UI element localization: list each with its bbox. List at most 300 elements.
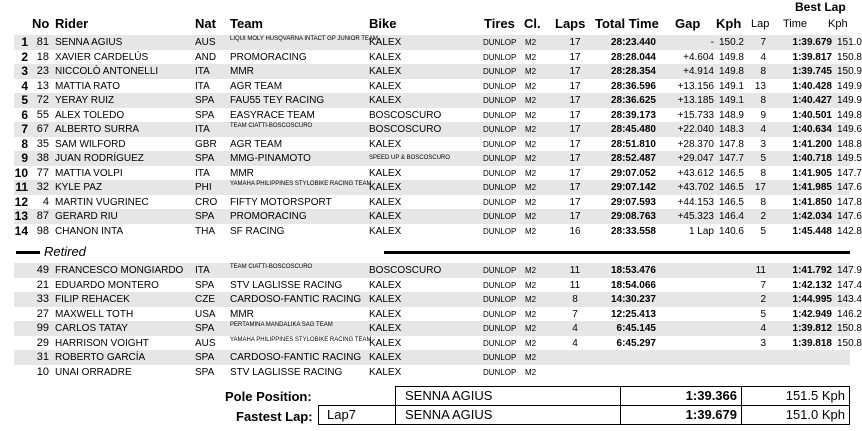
best-lap-kph-cell: 142.8: [836, 225, 862, 237]
gap-cell: +4.604: [683, 51, 714, 63]
nationality-cell: CZE: [195, 294, 215, 305]
kph-cell: 149.1: [718, 80, 744, 92]
table-row: [14, 263, 862, 278]
best-lap-number-cell: 3: [760, 337, 766, 349]
rider-name-cell: HARRISON VOIGHT: [55, 337, 149, 349]
laps-cell: 17: [569, 80, 581, 92]
best-lap-time-cell: 1:44.995: [792, 294, 832, 305]
team-cell: YAMAHA PHILIPPINES STYLOBIKE RACING TEAM: [230, 336, 372, 343]
kph-cell: 146.5: [718, 167, 744, 179]
best-lap-time-cell: 1:45.448: [792, 225, 832, 237]
bike-cell: BOSCOSCURO: [369, 124, 442, 135]
class-cell: M2: [525, 154, 537, 163]
table-row: [14, 78, 862, 94]
bike-cell: KALEX: [369, 95, 402, 106]
table-row: [14, 93, 862, 108]
position-cell: 7: [21, 122, 28, 136]
rider-number-cell: 99: [36, 322, 49, 334]
table-row: [14, 350, 850, 365]
rider-name-cell: UNAI ORRADRE: [55, 366, 132, 378]
best-lap-number-cell: 2: [760, 211, 766, 222]
best-lap-kph-cell: 147.9: [836, 265, 862, 276]
position-cell: 8: [21, 136, 28, 151]
rider-name-cell: YERAY RUIZ: [55, 95, 115, 106]
retired-separator: [384, 251, 850, 254]
best-lap-number-cell: 3: [760, 138, 766, 150]
bike-cell: KALEX: [369, 225, 402, 237]
col-kph-header: Kph: [716, 16, 742, 31]
laps-cell: 17: [569, 95, 581, 106]
laps-cell: 17: [569, 66, 581, 77]
rider-name-cell: MATTIA VOLPI: [55, 167, 123, 179]
tires-cell: DUNLOP: [483, 139, 517, 149]
tires-cell: DUNLOP: [483, 81, 517, 91]
best-lap-time-cell: 1:41.792: [792, 265, 832, 276]
kph-cell: 148.3: [718, 124, 744, 135]
best-lap-kph-cell: 147.6: [836, 182, 862, 193]
class-cell: M2: [525, 38, 537, 47]
table-row: [14, 64, 862, 79]
total-time-cell: 6:45.145: [616, 323, 656, 334]
total-time-cell: 29:07.593: [610, 196, 656, 208]
best-lap-time-cell: 1:41.905: [792, 167, 832, 179]
team-cell: TEAM CIATTI-BOSCOSCURO: [230, 123, 313, 129]
nationality-cell: SPA: [195, 279, 215, 291]
table-row: [14, 278, 862, 293]
laps-cell: 11: [569, 265, 581, 276]
class-cell: M2: [525, 266, 537, 275]
best-lap-kph-cell: 150.8: [836, 337, 862, 349]
best-lap-number-cell: 8: [760, 196, 766, 208]
rider-number-cell: 18: [36, 50, 49, 63]
nationality-cell: PHI: [195, 182, 212, 193]
best-lap-time-cell: 1:39.745: [792, 66, 832, 77]
pole-position-label: Pole Position:: [225, 389, 312, 404]
total-time-cell: 28:33.558: [610, 225, 656, 237]
bike-cell: SPEED UP & BOSCOSCURO: [369, 155, 450, 161]
team-cell: MMR: [230, 66, 254, 77]
bike-cell: KALEX: [369, 294, 402, 305]
kph-cell: 147.8: [718, 138, 744, 150]
laps-cell: 17: [569, 109, 581, 121]
nationality-cell: SPA: [195, 109, 215, 121]
rider-number-cell: 29: [36, 336, 49, 349]
rider-name-cell: SENNA AGIUS: [55, 37, 123, 48]
gap-cell: +22.040: [677, 124, 714, 135]
retired-dash: [16, 251, 40, 254]
total-time-cell: 28:36.625: [610, 95, 656, 106]
tires-cell: DUNLOP: [483, 353, 517, 362]
best-lap-kph-cell: 147.8: [836, 196, 862, 208]
rider-number-cell: 4: [42, 195, 49, 208]
best-lap-kph-cell: 149.9: [836, 80, 862, 92]
best-lap-kph-cell: 150.8: [836, 323, 862, 334]
nationality-cell: SPA: [195, 323, 215, 334]
class-cell: M2: [525, 367, 537, 377]
total-time-cell: 18:53.476: [610, 265, 656, 276]
team-cell: MMR: [230, 167, 254, 179]
col-total-time-header: Total Time: [595, 16, 659, 31]
bike-cell: KALEX: [369, 66, 402, 77]
best-lap-time-cell: 1:42.132: [792, 279, 832, 291]
total-time-cell: 28:28.354: [610, 66, 656, 77]
tires-cell: DUNLOP: [483, 67, 517, 76]
kph-cell: 150.2: [718, 37, 744, 48]
nationality-cell: GBR: [195, 138, 217, 150]
rider-number-cell: 13: [36, 79, 49, 92]
tires-cell: DUNLOP: [483, 367, 517, 377]
class-cell: M2: [525, 295, 537, 304]
best-lap-kph-cell: 149.6: [836, 124, 862, 135]
tires-cell: DUNLOP: [483, 110, 517, 120]
class-cell: M2: [525, 280, 537, 290]
laps-cell: 17: [569, 153, 581, 164]
bike-cell: KALEX: [369, 279, 402, 291]
bike-cell: KALEX: [369, 182, 402, 193]
kph-cell: 147.7: [718, 153, 744, 164]
best-lap-kph-cell: 146.2: [836, 308, 862, 320]
bike-cell: KALEX: [369, 80, 402, 92]
best-lap-time-cell: 1:41.200: [792, 138, 832, 150]
nationality-cell: ITA: [195, 167, 210, 179]
best-lap-time-cell: 1:39.679: [792, 37, 832, 48]
best-lap-time-cell: 1:41.985: [792, 182, 832, 193]
kph-cell: 146.4: [718, 211, 744, 222]
best-lap-kph-cell: 150.8: [836, 51, 862, 63]
bike-cell: KALEX: [369, 51, 402, 63]
kph-cell: 146.5: [718, 196, 744, 208]
team-cell: CARDOSO-FANTIC RACING: [230, 294, 362, 305]
laps-cell: 11: [569, 279, 581, 291]
best-lap-time-cell: 1:42.949: [792, 308, 832, 320]
table-row: [14, 122, 862, 137]
class-cell: M2: [525, 110, 537, 120]
total-time-cell: 12:25.413: [610, 308, 656, 320]
col-best-kph-header: Kph: [828, 18, 848, 30]
nationality-cell: SPA: [195, 95, 215, 106]
bike-cell: KALEX: [369, 366, 402, 378]
tires-cell: DUNLOP: [483, 212, 517, 221]
best-lap-number-cell: 5: [760, 308, 766, 320]
tires-cell: DUNLOP: [483, 38, 517, 47]
best-lap-kph-cell: 143.4: [836, 294, 862, 305]
table-row: [14, 49, 862, 65]
rider-name-cell: MARTIN VUGRINEC: [55, 196, 149, 208]
nationality-cell: THA: [195, 225, 215, 237]
nationality-cell: SPA: [195, 153, 215, 164]
laps-cell: 17: [569, 182, 581, 193]
col-tires-header: Tires: [484, 16, 515, 31]
pole-kph: 151.5 Kph: [741, 386, 850, 406]
tires-cell: DUNLOP: [483, 183, 517, 192]
table-row: [14, 321, 862, 336]
rider-name-cell: NICCOLÒ ANTONELLI: [55, 66, 159, 77]
best-lap-time-cell: 1:39.818: [792, 337, 832, 349]
team-cell: EASYRACE TEAM: [230, 109, 315, 121]
rider-number-cell: 10: [36, 365, 49, 378]
rider-number-cell: 23: [36, 65, 49, 77]
retired-label: Retired: [44, 244, 86, 259]
best-lap-kph-cell: 149.5: [836, 153, 862, 164]
tires-cell: DUNLOP: [483, 324, 517, 333]
gap-cell: +44.153: [677, 196, 714, 208]
tires-cell: DUNLOP: [483, 338, 517, 348]
position-cell: 1: [21, 35, 28, 49]
position-cell: 5: [21, 93, 28, 107]
kph-cell: 140.6: [718, 225, 744, 237]
total-time-cell: 28:52.487: [610, 153, 656, 164]
best-lap-kph-cell: 147.6: [836, 211, 862, 222]
col-rider-header: Rider: [55, 16, 89, 31]
kph-cell: 149.1: [718, 95, 744, 106]
team-cell: AGR TEAM: [230, 138, 283, 150]
table-row: [14, 180, 862, 195]
team-cell: PROMORACING: [230, 51, 307, 63]
rider-name-cell: JUAN RODRÍGUEZ: [55, 153, 144, 164]
total-time-cell: 28:51.810: [610, 138, 656, 150]
total-time-cell: 28:23.440: [610, 37, 656, 48]
nationality-cell: AND: [195, 51, 217, 63]
nationality-cell: ITA: [195, 66, 210, 77]
fastest-time: 1:39.679: [620, 405, 742, 425]
nationality-cell: SPA: [195, 352, 215, 363]
class-cell: M2: [525, 324, 537, 333]
tires-cell: DUNLOP: [483, 295, 517, 304]
class-cell: M2: [525, 139, 537, 149]
rider-name-cell: ALBERTO SURRA: [55, 124, 140, 135]
best-lap-time-cell: 1:39.817: [792, 51, 832, 63]
team-cell: AGR TEAM: [230, 80, 283, 92]
rider-name-cell: ROBERTO GARCÍA: [55, 352, 146, 363]
best-lap-time-cell: 1:41.850: [792, 196, 832, 208]
gap-cell: +45.323: [677, 211, 714, 222]
tires-cell: DUNLOP: [483, 96, 517, 105]
position-cell: 10: [14, 165, 28, 180]
best-lap-kph-cell: 147.7: [836, 167, 862, 179]
tires-cell: DUNLOP: [483, 280, 517, 290]
total-time-cell: 29:07.052: [610, 167, 656, 179]
best-lap-kph-cell: 149.8: [836, 109, 862, 121]
class-cell: M2: [525, 212, 537, 221]
best-lap-time-cell: 1:39.812: [792, 323, 832, 334]
best-lap-time-cell: 1:40.428: [792, 80, 832, 92]
pole-time: 1:39.366: [620, 386, 742, 406]
tires-cell: DUNLOP: [483, 168, 517, 178]
rider-name-cell: FILIP REHACEK: [55, 294, 130, 305]
rider-name-cell: GERARD RIU: [55, 211, 118, 222]
rider-number-cell: 87: [36, 210, 49, 222]
table-row: [14, 307, 862, 322]
table-row: [14, 336, 862, 351]
team-cell: STV LAGLISSE RACING: [230, 279, 343, 291]
rider-name-cell: XAVIER CARDELÚS: [55, 51, 149, 63]
rider-number-cell: 31: [36, 351, 49, 363]
table-row: [14, 223, 862, 239]
laps-cell: 4: [572, 323, 578, 334]
total-time-cell: 14:30.237: [610, 294, 656, 305]
class-cell: M2: [525, 197, 537, 207]
position-cell: 12: [14, 194, 28, 209]
position-cell: 6: [21, 107, 28, 122]
rider-number-cell: 67: [36, 123, 49, 135]
total-time-cell: 18:54.066: [610, 279, 656, 291]
tires-cell: DUNLOP: [483, 309, 517, 319]
laps-cell: 17: [569, 51, 581, 63]
kph-cell: 149.8: [718, 66, 744, 77]
rider-number-cell: 55: [36, 108, 49, 121]
total-time-cell: 29:08.763: [610, 211, 656, 222]
table-row: [14, 136, 862, 152]
bike-cell: KALEX: [369, 308, 402, 320]
nationality-cell: USA: [195, 308, 216, 320]
best-lap-number-cell: 17: [754, 182, 766, 193]
laps-cell: 17: [569, 138, 581, 150]
rider-number-cell: 35: [36, 137, 49, 150]
col-nat-header: Nat: [195, 16, 216, 31]
rider-number-cell: 77: [36, 166, 49, 179]
team-cell: SF RACING: [230, 225, 285, 237]
col-gap-header: Gap: [675, 16, 701, 31]
rider-number-cell: 21: [36, 278, 49, 291]
class-cell: M2: [525, 125, 537, 134]
best-lap-number-cell: 8: [760, 66, 766, 77]
total-time-cell: 28:28.044: [610, 51, 656, 63]
team-cell: PROMORACING: [230, 211, 307, 222]
total-time-cell: 29:07.142: [610, 182, 656, 193]
rider-number-cell: 27: [36, 307, 49, 320]
retired-section-header: [14, 244, 850, 260]
rider-name-cell: EDUARDO MONTERO: [55, 279, 159, 291]
gap-cell: +43.702: [677, 182, 714, 193]
table-row: [14, 35, 862, 50]
col-laps-header: Laps: [555, 16, 586, 31]
fastest-rider: SENNA AGIUS: [395, 405, 621, 425]
kph-cell: 146.5: [718, 182, 744, 193]
col-team-header: Team: [230, 16, 263, 31]
rider-number-cell: 49: [36, 264, 49, 276]
best-lap-kph-cell: 150.9: [836, 66, 862, 77]
team-cell: LIQUI MOLY HUSQVARNA INTACT GP JUNIOR TEAM: [230, 36, 378, 42]
bike-cell: KALEX: [369, 138, 402, 150]
best-lap-number-cell: 4: [760, 51, 766, 63]
best-lap-number-cell: 5: [760, 153, 766, 164]
tires-cell: DUNLOP: [483, 226, 517, 236]
best-lap-number-cell: 7: [760, 279, 766, 291]
rider-name-cell: MAXWELL TOTH: [55, 308, 134, 320]
class-cell: M2: [525, 309, 537, 319]
laps-cell: 16: [569, 225, 581, 237]
best-lap-number-cell: 11: [755, 265, 766, 276]
best-lap-time-cell: 1:40.501: [792, 109, 832, 121]
team-cell: MMR: [230, 308, 254, 320]
rider-number-cell: 38: [36, 152, 49, 164]
col-best-lap-no-header: Lap: [751, 18, 770, 30]
nationality-cell: ITA: [195, 265, 210, 276]
table-row: [14, 107, 862, 123]
laps-cell: 4: [572, 337, 578, 349]
gap-cell: -: [710, 37, 714, 48]
rider-name-cell: CARLOS TATAY: [55, 323, 128, 334]
rider-number-cell: 32: [36, 181, 49, 193]
kph-cell: 148.9: [718, 109, 744, 121]
best-lap-number-cell: 8: [760, 95, 766, 106]
class-cell: M2: [525, 353, 537, 362]
class-cell: M2: [525, 52, 537, 62]
pole-rider: SENNA AGIUS: [395, 386, 621, 406]
team-cell: STV LAGLISSE RACING: [230, 366, 343, 378]
laps-cell: 17: [569, 196, 581, 208]
tires-cell: DUNLOP: [483, 197, 517, 207]
team-cell: CARDOSO-FANTIC RACING: [230, 352, 362, 363]
bike-cell: KALEX: [369, 196, 402, 208]
bike-cell: KALEX: [369, 37, 402, 48]
nationality-cell: ITA: [195, 80, 210, 92]
nationality-cell: SPA: [195, 366, 215, 378]
class-cell: M2: [525, 168, 537, 178]
bike-cell: KALEX: [369, 323, 402, 334]
rider-name-cell: ALEX TOLEDO: [55, 109, 125, 121]
gap-cell: +15.733: [677, 109, 714, 121]
rider-name-cell: SAM WILFORD: [55, 138, 126, 150]
rider-number-cell: 33: [36, 293, 49, 305]
laps-cell: 17: [569, 167, 581, 179]
best-lap-kph-cell: 151.0: [836, 37, 862, 48]
laps-cell: 17: [569, 37, 581, 48]
total-time-cell: 28:36.596: [610, 80, 656, 92]
laps-cell: 7: [572, 308, 578, 320]
rider-name-cell: KYLE PAZ: [55, 182, 103, 193]
position-cell: 14: [14, 223, 28, 238]
best-lap-kph-cell: 148.8: [836, 138, 862, 150]
total-time-cell: 28:45.480: [610, 124, 656, 135]
nationality-cell: ITA: [195, 124, 210, 135]
fastest-lap-number: Lap7: [318, 405, 396, 425]
best-lap-kph-cell: 147.4: [836, 279, 862, 291]
rider-number-cell: 81: [36, 36, 49, 48]
nationality-cell: SPA: [195, 211, 215, 222]
best-lap-time-cell: 1:42.034: [792, 211, 832, 222]
best-lap-header: Best Lap: [795, 0, 846, 14]
best-lap-time-cell: 1:40.634: [792, 124, 832, 135]
team-cell: FIFTY MOTORSPORT: [230, 196, 332, 208]
best-lap-number-cell: 2: [760, 294, 766, 305]
table-row: [14, 365, 850, 380]
position-cell: 2: [21, 49, 28, 64]
laps-cell: 17: [569, 211, 581, 222]
total-time-cell: 6:45.297: [616, 337, 656, 349]
table-row: [14, 194, 862, 210]
laps-cell: 8: [572, 294, 578, 305]
position-cell: 4: [21, 78, 28, 93]
bike-cell: KALEX: [369, 211, 402, 222]
gap-cell: +13.156: [677, 80, 714, 92]
rider-name-cell: CHANON INTA: [55, 225, 124, 237]
tires-cell: DUNLOP: [483, 125, 517, 134]
team-cell: PERTAMINA MANDALIKA SAG TEAM: [230, 322, 333, 328]
rider-number-cell: 98: [36, 224, 49, 237]
bike-cell: BOSCOSCURO: [369, 109, 442, 121]
nationality-cell: CRO: [195, 196, 218, 208]
rider-number-cell: 72: [36, 94, 49, 106]
rider-name-cell: MATTIA RATO: [55, 80, 121, 92]
kph-cell: 149.8: [718, 51, 744, 63]
table-row: [14, 151, 862, 166]
nationality-cell: AUS: [195, 337, 216, 349]
best-lap-time-cell: 1:40.718: [792, 153, 832, 164]
table-row: [14, 292, 862, 307]
col-bike-header: Bike: [369, 16, 397, 31]
class-cell: M2: [525, 67, 537, 76]
